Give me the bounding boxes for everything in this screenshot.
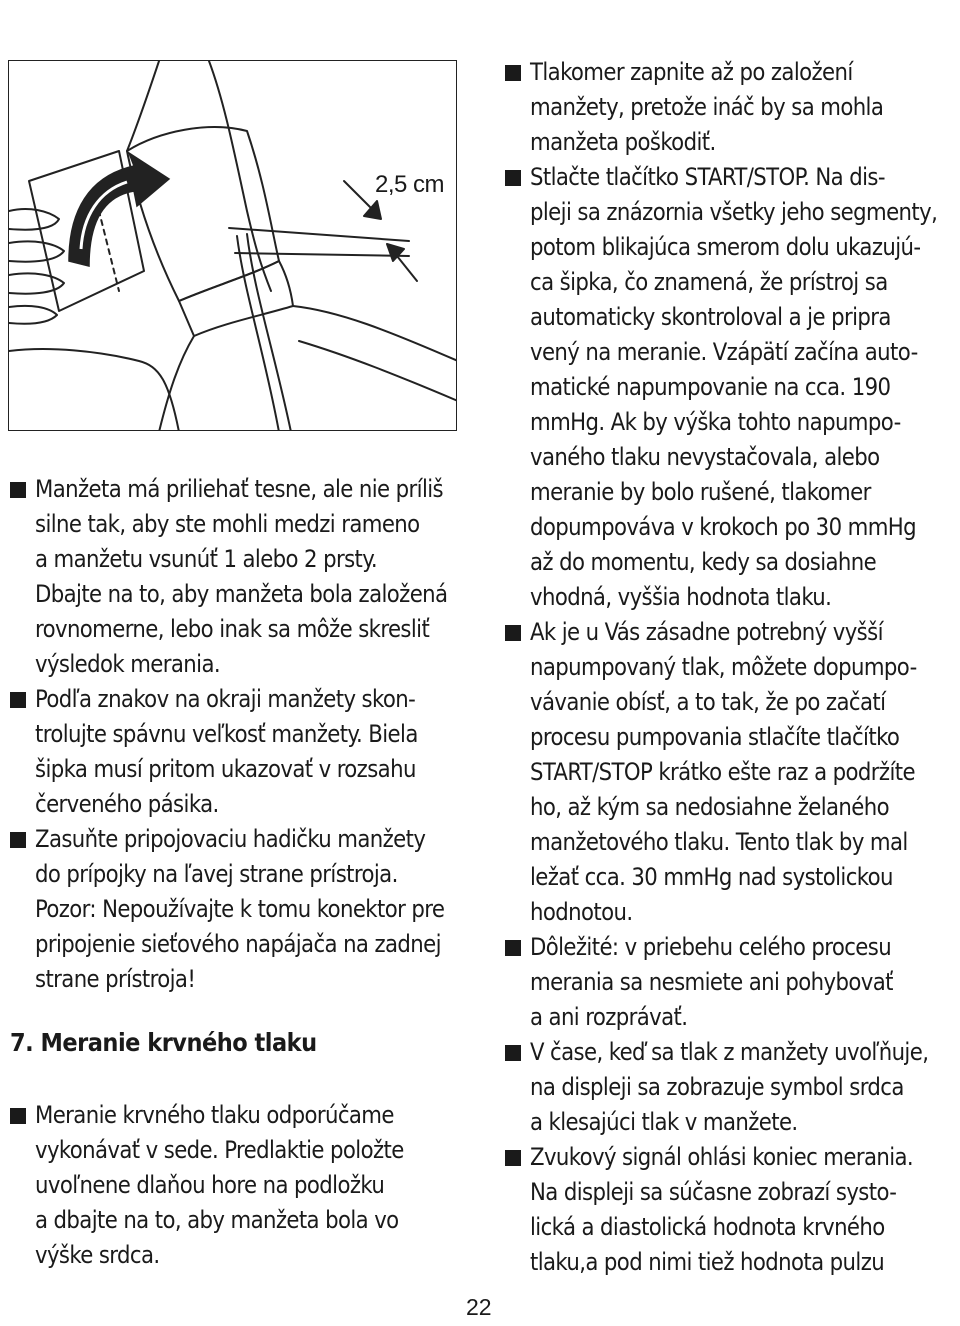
bullet-square-icon xyxy=(505,65,521,81)
list-item-text: Meranie krvného tlaku odporúčame vykonávať v sede. Predlaktie položte uvoľnene dlaňou hore na podložku a dbajte na to, aby manžeta bola vo výške srdca. xyxy=(35,1101,404,1269)
list-item-text: V čase, keď sa tlak z manžety uvoľňuje, na displeji sa zobrazuje symbol srdca a klesajúci tlak v manžete. xyxy=(530,1038,929,1136)
list-item-text: Dôležité: v priebehu celého procesu merania sa nesmiete ani pohybovať a ani rozprávať. xyxy=(530,933,893,1031)
bullet-square-icon xyxy=(10,692,26,708)
section-body xyxy=(10,1098,470,1273)
bullet-square-icon xyxy=(10,482,26,498)
bullet-square-icon xyxy=(505,170,521,186)
list-item xyxy=(505,930,957,1035)
list-item xyxy=(505,1035,957,1140)
right-column xyxy=(505,55,957,1280)
list-item xyxy=(10,822,470,997)
list-item-text: Stlačte tlačítko START/STOP. Na dis- pleji sa znázornia všetky jeho segmenty, potom blikajúca smerom dolu ukazujú- ca šipka, čo znamená, že prístroj sa automaticky skontroloval a je pripra vený na meranie. Vzápätí začína auto- matické napumpovanie na cca. 190 mmHg. Ak by výška tohto napumpo- vaného tlaku nevystačovala, alebo meranie by bolo rušené, tlakomer dopumpováva v krokoch po 30 mmHg až do momentu, kedy sa dosiahne vhodná, vyššia hodnota tlaku. xyxy=(530,163,938,611)
bullet-square-icon xyxy=(10,1108,26,1124)
section-heading: 7. Meranie krvného tlaku xyxy=(10,1028,317,1057)
list-item-text: Ak je u Vás zásadne potrebný vyšší napumpovaný tlak, môžete dopumpo- vávanie obísť, a to tak, že po začatí procesu pumpovania stlačíte tlačítko START/STOP krátko ešte raz a podržíte ho, až kým sa nedosiahne želaného manžetového tlaku. Tento tlak by mal ležať cca. 30 mmHg nad systolickou hodnotou. xyxy=(530,618,917,926)
arm-cuff-drawing xyxy=(9,61,457,431)
bullet-square-icon xyxy=(505,1150,521,1166)
list-item xyxy=(10,1098,470,1273)
bullet-square-icon xyxy=(10,832,26,848)
cuff-illustration xyxy=(8,60,457,431)
list-item xyxy=(505,55,957,160)
bullet-square-icon xyxy=(505,1045,521,1061)
list-item xyxy=(10,682,470,822)
bullet-square-icon xyxy=(505,625,521,641)
list-item-text: Zasuňte pripojovaciu hadičku manžety do prípojky na ľavej strane prístroja. Pozor: Nepoužívajte k tomu konektor pre pripojenie sieťového napájača na zadnej strane prístroja! xyxy=(35,825,445,993)
list-item-text: Podľa znakov na okraji manžety skon- trolujte spávnu veľkosť manžety. Biela šipka musí pritom ukazovať v rozsahu červeného pásika. xyxy=(35,685,418,818)
list-item xyxy=(505,160,957,615)
list-item xyxy=(10,472,470,682)
page-number: 22 xyxy=(466,1294,492,1320)
list-item xyxy=(505,615,957,930)
list-item-text: Manžeta má priliehať tesne, ale nie príliš silne tak, aby ste mohli medzi rameno a manžetu vsunúť 1 alebo 2 prsty. Dbajte na to, aby manžeta bola založená rovnomerne, lebo inak sa môže skresliť výsledok merania. xyxy=(35,475,448,678)
bullet-square-icon xyxy=(505,940,521,956)
list-item xyxy=(505,1140,957,1280)
list-item-text: Zvukový signál ohlási koniec merania. Na displeji sa súčasne zobrazí systo- lická a diastolická hodnota krvného tlaku,a pod nimi tiež hodnota pulzu xyxy=(530,1143,914,1276)
list-item-text: Tlakomer zapnite až po založení manžety, pretože ináč by sa mohla manžeta poškodiť. xyxy=(530,58,884,156)
measurement-label: 2,5 cm xyxy=(375,171,445,198)
left-column xyxy=(10,472,470,997)
